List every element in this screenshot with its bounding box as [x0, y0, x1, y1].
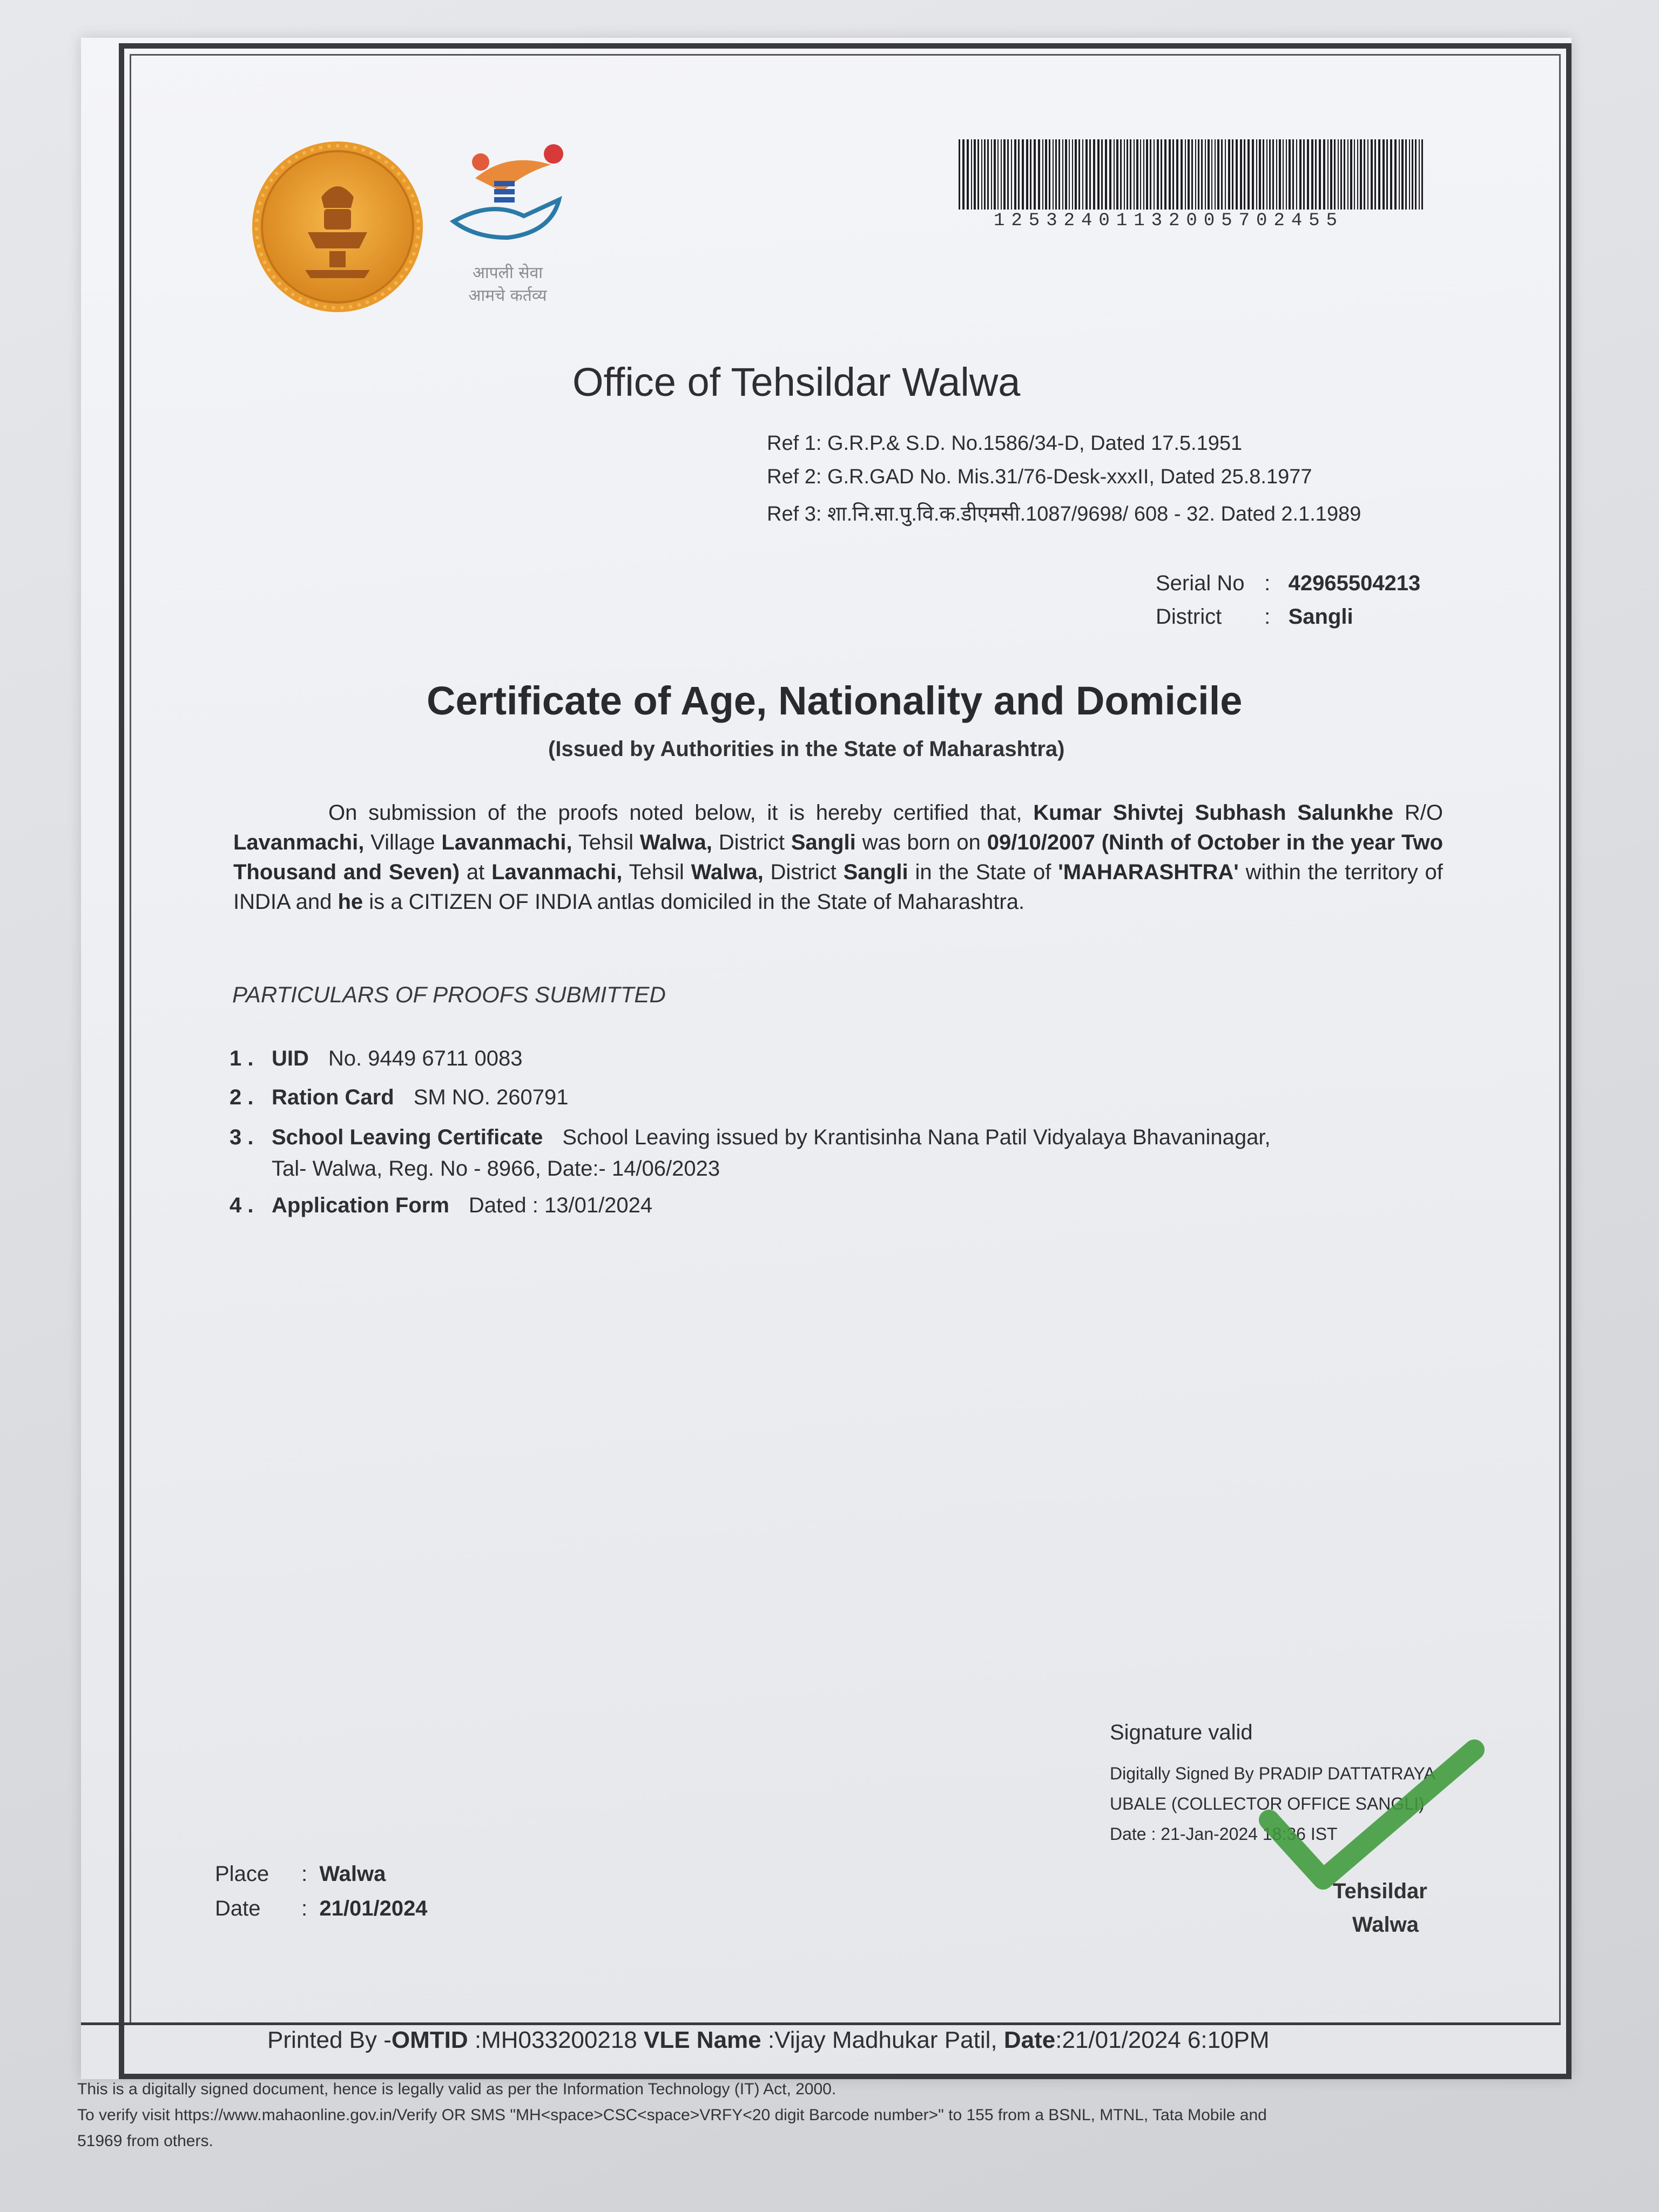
barcode-bar	[1109, 139, 1111, 210]
body-text-12: is a CITIZEN OF INDIA antlas domiciled in the State of Maharashtra.	[369, 890, 1025, 914]
place-label: Place	[215, 1862, 269, 1886]
body-text-11: within the territory of INDIA and	[233, 860, 1443, 914]
proof-item	[230, 1047, 522, 1071]
residence: Lavanmachi,	[233, 831, 365, 854]
barcode-bar	[1311, 139, 1313, 210]
body-text-8: Tehsil	[629, 860, 684, 884]
omtid-label: OMTID	[391, 2027, 468, 2053]
barcode-bar	[1072, 139, 1073, 210]
barcode-bar	[1034, 139, 1036, 210]
barcode-bar	[997, 139, 999, 210]
date-of-birth: 09/10/2007	[987, 831, 1095, 854]
logo-tagline	[443, 262, 572, 307]
barcode-bar	[1049, 139, 1050, 210]
proof-value-continued: Tal- Walwa, Reg. No - 8966, Date:- 14/06/2023	[272, 1157, 720, 1181]
proof-value: School Leaving issued by Krantisinha Nana Patil Vidyalaya Bhavaninagar,	[562, 1125, 1271, 1149]
inner-border	[130, 54, 1561, 2025]
barcode-bar	[1276, 139, 1277, 210]
barcode-bar	[1195, 139, 1196, 210]
barcode-bar	[1399, 139, 1400, 210]
barcode-bar	[1062, 139, 1063, 210]
barcode-bar	[1146, 139, 1148, 210]
barcode-bar	[1315, 139, 1317, 210]
barcode-bar	[1419, 139, 1420, 210]
barcode-bar	[1011, 139, 1012, 210]
barcode-bar	[1026, 139, 1028, 210]
footer-note-2: To verify visit https://www.mahaonline.gov.in/Verify OR SMS "MH<space>CSC<space>VRFY<20 digit Barcode number>" to 155 from a BSNL, MTNL, Tata Mobile and	[77, 2106, 1267, 2124]
barcode-bar	[1415, 139, 1417, 210]
barcode-bar	[1114, 139, 1115, 210]
barcode-bar	[1116, 139, 1118, 210]
barcode-bar	[1164, 139, 1166, 210]
birth-tehsil: Walwa,	[691, 860, 764, 884]
barcode-bar	[1364, 139, 1365, 210]
barcode-bar	[1409, 139, 1410, 210]
barcode-bar	[1127, 139, 1128, 210]
logo-tagline-line1: आपली सेवा	[472, 264, 543, 282]
barcode-bar	[1394, 139, 1397, 210]
barcode-bar	[967, 139, 969, 210]
barcode-bar	[984, 139, 986, 210]
barcode-bar	[971, 139, 972, 210]
barcode-bar	[1340, 139, 1342, 210]
barcode-bar	[1140, 139, 1141, 210]
serial-value: 42965504213	[1288, 571, 1421, 595]
serial-row	[1156, 571, 1420, 596]
barcode-bar	[1247, 139, 1250, 210]
barcode-bar	[1259, 139, 1261, 210]
birth-district: Sangli	[843, 860, 908, 884]
barcode-bar	[1279, 139, 1281, 210]
barcode-bar	[1228, 139, 1230, 210]
place-row	[215, 1862, 386, 1886]
barcode-bar	[1338, 139, 1339, 210]
barcode-bar	[1327, 139, 1328, 210]
barcode-bar	[1154, 139, 1155, 210]
barcode-bar	[1143, 139, 1144, 210]
barcode-bar	[1014, 139, 1016, 210]
designation-place: Walwa	[1352, 1913, 1419, 1937]
barcode-bar	[1105, 139, 1107, 210]
footer-note-3: 51969 from others.	[77, 2132, 213, 2150]
barcode-bar	[1256, 139, 1257, 210]
barcode-bar	[1263, 139, 1264, 210]
footer-divider	[81, 2022, 1561, 2025]
barcode-bar	[1176, 139, 1178, 210]
vle-value: :Vijay Madhukar Patil,	[767, 2027, 997, 2053]
barcode-bar	[1217, 139, 1219, 210]
barcode-bar	[1266, 139, 1267, 210]
barcode-bar	[1421, 139, 1423, 210]
proof-value: Dated : 13/01/2024	[468, 1193, 653, 1217]
barcode-bar	[1093, 139, 1095, 210]
district-value: Sangli	[1288, 605, 1353, 629]
barcode-bar	[1130, 139, 1131, 210]
barcode-bar	[1286, 139, 1287, 210]
district-label: District	[1156, 605, 1222, 629]
proof-key: School Leaving Certificate	[272, 1125, 543, 1149]
barcode-bar	[1303, 139, 1305, 210]
barcode-bar	[1053, 139, 1054, 210]
barcode-bar	[1378, 139, 1380, 210]
barcode-bar	[1136, 139, 1138, 210]
reference-3: Ref 3: शा.नि.सा.पु.वि.क.डीएमसी.1087/9698/ 608 - 32. Dated 2.1.1989	[767, 503, 1361, 525]
barcode-bar	[1236, 139, 1238, 210]
barcode-bar	[1367, 139, 1368, 210]
barcode-bar	[1208, 139, 1210, 210]
barcode-bar	[1374, 139, 1376, 210]
barcode-bar	[1412, 139, 1413, 210]
district-sep: :	[1264, 605, 1283, 629]
aaple-sarkar-logo-icon	[443, 140, 572, 248]
body-text-9: District	[770, 860, 837, 884]
barcode-bar	[1296, 139, 1297, 210]
birth-place: Lavanmachi,	[491, 860, 623, 884]
proof-key: Application Form	[272, 1193, 449, 1217]
barcode-bar	[1347, 139, 1348, 210]
barcode-bar	[1075, 139, 1077, 210]
barcode-bar	[1082, 139, 1083, 210]
barcode-bar	[1124, 139, 1125, 210]
barcode-bar	[1198, 139, 1199, 210]
barcode-bar	[1003, 139, 1006, 210]
barcode-bar	[1181, 139, 1183, 210]
date-value: 21/01/2024	[319, 1897, 428, 1920]
barcode-bar	[1252, 139, 1254, 210]
proof-number: 3 .	[230, 1125, 254, 1149]
barcode-bar	[1292, 139, 1294, 210]
barcode-bar	[1069, 139, 1070, 210]
barcode-bar	[1334, 139, 1336, 210]
barcode-bar	[1134, 139, 1135, 210]
signature-line-2: UBALE (COLLECTOR OFFICE SANGLI)	[1110, 1794, 1425, 1813]
barcode-bar	[1058, 139, 1060, 210]
barcode-bar	[977, 139, 979, 210]
barcode-bar	[1283, 139, 1284, 210]
barcode-bar	[1161, 139, 1162, 210]
barcode-bar	[1185, 139, 1186, 210]
signature-line-1: Digitally Signed By PRADIP DATTATRAYA	[1110, 1764, 1435, 1783]
body-text-4: Tehsil	[578, 831, 633, 854]
barcode-bar	[1232, 139, 1233, 210]
barcode-bar	[1323, 139, 1325, 210]
barcode-bar	[1215, 139, 1216, 210]
barcode-bar	[1038, 139, 1040, 210]
footer-note-1: This is a digitally signed document, hence is legally valid as per the Information Technology (IT) Act, 2000.	[77, 2080, 837, 2098]
proof-number: 4 .	[230, 1193, 254, 1217]
printed-date-label: Date	[1003, 2027, 1056, 2053]
barcode-bar	[1022, 139, 1024, 210]
barcode-bar	[1354, 139, 1355, 210]
barcode-bar	[1097, 139, 1100, 210]
body-text-3: Village	[370, 831, 435, 854]
barcode-bar	[1307, 139, 1309, 210]
barcode-bar	[1018, 139, 1020, 210]
signature-line-3: Date : 21-Jan-2024 18:36 IST	[1110, 1824, 1338, 1844]
barcode-bar	[1350, 139, 1352, 210]
proof-item	[230, 1085, 569, 1110]
barcode-bar	[1085, 139, 1088, 210]
serial-sep: :	[1264, 571, 1283, 595]
barcode-bar	[1201, 139, 1203, 210]
barcode-bar	[1001, 139, 1002, 210]
village: Lavanmachi,	[441, 831, 572, 854]
district-row	[1156, 605, 1353, 629]
proof-value: No. 9449 6711 0083	[328, 1047, 523, 1070]
barcode-bar	[1386, 139, 1388, 210]
serial-label: Serial No	[1156, 571, 1245, 595]
barcode-bar	[1360, 139, 1362, 210]
barcode-bar	[1030, 139, 1031, 210]
barcode-bar	[1172, 139, 1174, 210]
body-text-2: R/O	[1404, 801, 1443, 825]
barcode-bar	[1007, 139, 1009, 210]
printed-by-label: Printed By -	[267, 2027, 392, 2053]
logo-tagline-line2: आमचे कर्तव्य	[468, 286, 547, 305]
reference-2: Ref 2: G.R.GAD No. Mis.31/76-Desk-xxxII, Dated 25.8.1977	[767, 466, 1312, 488]
certificate-subtitle: (Issued by Authorities in the State of Maharashtra)	[548, 737, 1065, 761]
barcode-bar	[1120, 139, 1122, 210]
barcode-icon	[959, 139, 1423, 210]
barcode-bar	[1390, 139, 1392, 210]
barcode-bar	[1221, 139, 1223, 210]
barcode-bar	[1240, 139, 1242, 210]
barcode-bar	[1357, 139, 1358, 210]
barcode-bar	[1055, 139, 1057, 210]
barcode-bar	[1269, 139, 1271, 210]
proofs-heading: PARTICULARS OF PROOFS SUBMITTED	[232, 982, 666, 1007]
barcode-bar	[991, 139, 992, 210]
barcode-bar	[1405, 139, 1407, 210]
barcode-bar	[1150, 139, 1151, 210]
date-sep: :	[301, 1897, 308, 1920]
barcode-bar	[1169, 139, 1171, 210]
barcode-bar	[1299, 139, 1301, 210]
barcode-bar	[1045, 139, 1047, 210]
printed-date-value: :21/01/2024 6:10PM	[1055, 2027, 1270, 2053]
barcode-bar	[994, 139, 996, 210]
barcode-bar	[1344, 139, 1345, 210]
pronoun: he	[338, 890, 363, 914]
maharashtra-seal-icon	[248, 138, 427, 316]
body-text-10: in the State of	[915, 860, 1051, 884]
proof-item	[230, 1193, 652, 1218]
signature-valid-check-icon	[1258, 1739, 1485, 1901]
tehsil: Walwa,	[639, 831, 712, 854]
district: Sangli	[791, 831, 856, 854]
barcode-bar	[1211, 139, 1212, 210]
barcode-bar	[987, 139, 989, 210]
barcode-bar	[1042, 139, 1043, 210]
designation: Tehsildar	[1333, 1879, 1427, 1903]
barcode-bar	[1065, 139, 1067, 210]
barcode-bar	[1157, 139, 1159, 210]
barcode-bar	[1225, 139, 1226, 210]
proof-number: 2 .	[230, 1085, 254, 1109]
barcode-bar	[959, 139, 960, 210]
barcode-number: 12532401132005702455	[994, 211, 1344, 231]
reference-1: Ref 1: G.R.P.& S.D. No.1586/34-D, Dated 17.5.1951	[767, 432, 1243, 455]
barcode-bar	[1319, 139, 1321, 210]
barcode-bar	[1101, 139, 1103, 210]
date-label: Date	[215, 1897, 261, 1920]
holder-name: Kumar Shivtej Subhash Salunkhe	[1033, 801, 1394, 825]
vle-label: VLE Name	[644, 2027, 761, 2053]
office-title: Office of Tehsildar Walwa	[572, 360, 1021, 404]
barcode-bar	[1382, 139, 1385, 210]
certificate-title: Certificate of Age, Nationality and Domicile	[427, 678, 1243, 723]
proof-item	[230, 1125, 1271, 1150]
barcode-bar	[1078, 139, 1080, 210]
barcode-bar	[1244, 139, 1245, 210]
barcode-bar	[974, 139, 976, 210]
barcode-bar	[1188, 139, 1190, 210]
body-text-7: at	[466, 860, 485, 884]
certificate-body	[233, 798, 1443, 917]
place-value: Walwa	[319, 1862, 386, 1886]
place-sep: :	[301, 1862, 308, 1886]
barcode-bar	[1205, 139, 1206, 210]
barcode-bar	[1272, 139, 1274, 210]
body-text-5: District	[718, 831, 785, 854]
printed-by-line	[267, 2027, 1270, 2054]
date-row	[215, 1897, 428, 1921]
body-text-6: was born on	[862, 831, 981, 854]
proof-number: 1 .	[230, 1047, 254, 1070]
proof-value: SM NO. 260791	[413, 1085, 569, 1109]
proof-key: Ration Card	[272, 1085, 394, 1109]
barcode-bar	[1191, 139, 1193, 210]
date-of-birth-words: (Ninth of October in the year Two Thousand and Seven)	[233, 831, 1444, 884]
signature-status: Signature valid	[1110, 1721, 1253, 1744]
body-text-1: On submission of the proofs noted below, it is hereby certified that,	[328, 801, 1022, 825]
barcode-bar	[1401, 139, 1404, 210]
barcode-bar	[1289, 139, 1291, 210]
omtid-value: :MH033200218	[474, 2027, 637, 2053]
proof-key: UID	[272, 1047, 309, 1070]
barcode-bar	[1330, 139, 1332, 210]
barcode-bar	[962, 139, 965, 210]
state: 'MAHARASHTRA'	[1058, 860, 1239, 884]
barcode-bar	[1089, 139, 1091, 210]
barcode-bar	[1371, 139, 1373, 210]
barcode-bar	[981, 139, 982, 210]
